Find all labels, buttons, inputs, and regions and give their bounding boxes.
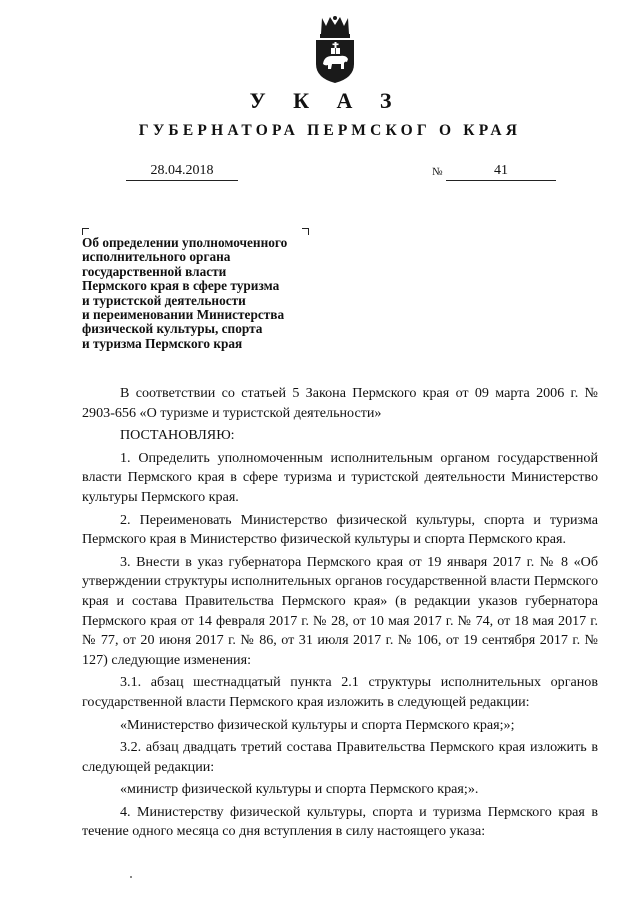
heading-line: Пермского края в сфере туризма bbox=[82, 278, 280, 294]
clause-3-2: 3.2. абзац двадцать третий состава Правительства Пермского края изложить в следующей редакции: bbox=[82, 739, 598, 775]
decree-number: 41 bbox=[446, 162, 556, 181]
heading-line: физической культуры, спорта bbox=[82, 321, 263, 337]
clause-3: 3. Внести в указ губернатора Пермского края от 19 января 2017 г. № 8 «Об утверждении структуры исполнительных органов государственной власти Пермского края и состава Правительства Пермского края» (в редакции указов губернатора Пермского края от 14 февраля 2017 г. № 28, от 10 мая 2017 г. № 74, от 18 мая 2017 г. № 77, от 20 июня 2017 г. № 86, от 31 июля 2017 г. № 106, от 19 сентября 2017 г. № 127) следующие изменения: bbox=[82, 553, 598, 668]
decree-body bbox=[82, 384, 598, 845]
decree-heading bbox=[82, 236, 322, 351]
clause-3-1-quote: «Министерство физической культуры и спорта Пермского края;»; bbox=[120, 716, 515, 733]
clause-2: 2. Переименовать Министерство физической культуры, спорта и туризма Пермского края в Министерство физической культуры и спорта Пермского края. bbox=[82, 511, 598, 548]
heading-line: государственной власти bbox=[82, 263, 227, 279]
resolve-keyword: ПОСТАНОВЛЯЮ: bbox=[120, 427, 235, 444]
clause-1: 1. Определить уполномоченным исполнительным органом государственной власти Пермского края в сфере туризма и туристской деятельности Министерство культуры Пермского края. bbox=[82, 449, 598, 505]
preamble-paragraph: В соответствии со статьей 5 Закона Пермского края от 09 марта 2006 г. № 2903-656 «О туризме и туристской деятельности» bbox=[82, 385, 598, 421]
decree-title: У К А З bbox=[249, 88, 403, 113]
heading-line: Об определении уполномоченного bbox=[82, 235, 288, 250]
perm-krai-coat-of-arms-icon bbox=[310, 14, 360, 84]
heading-line: и переименовании Министерства bbox=[82, 307, 285, 323]
heading-line: исполнительного органа bbox=[82, 249, 231, 265]
clause-4: 4. Министерству физической культуры, спорта и туризма Пермского края в течение одного месяца со дня вступления в силу настоящего указа: bbox=[82, 803, 598, 840]
heading-corner-top-left bbox=[82, 228, 89, 235]
clause-3-1: 3.1. абзац шестнадцатый пункта 2.1 структуры исполнительных органов государственной власти Пермского края изложить в следующей редакции: bbox=[82, 674, 598, 710]
clause-3-2-quote: «министр физической культуры и спорта Пермского края;». bbox=[120, 781, 479, 798]
number-sign: № bbox=[432, 166, 443, 178]
heading-line: и туризма Пермского края bbox=[82, 335, 243, 351]
decree-date: 28.04.2018 bbox=[126, 162, 238, 181]
scan-speck bbox=[130, 876, 132, 878]
decree-issuer: ГУБЕРНАТОРА ПЕРМСКОГ О КРАЯ bbox=[138, 122, 522, 139]
heading-corner-top-right bbox=[302, 228, 309, 235]
heading-line: и туристской деятельности bbox=[82, 292, 246, 308]
